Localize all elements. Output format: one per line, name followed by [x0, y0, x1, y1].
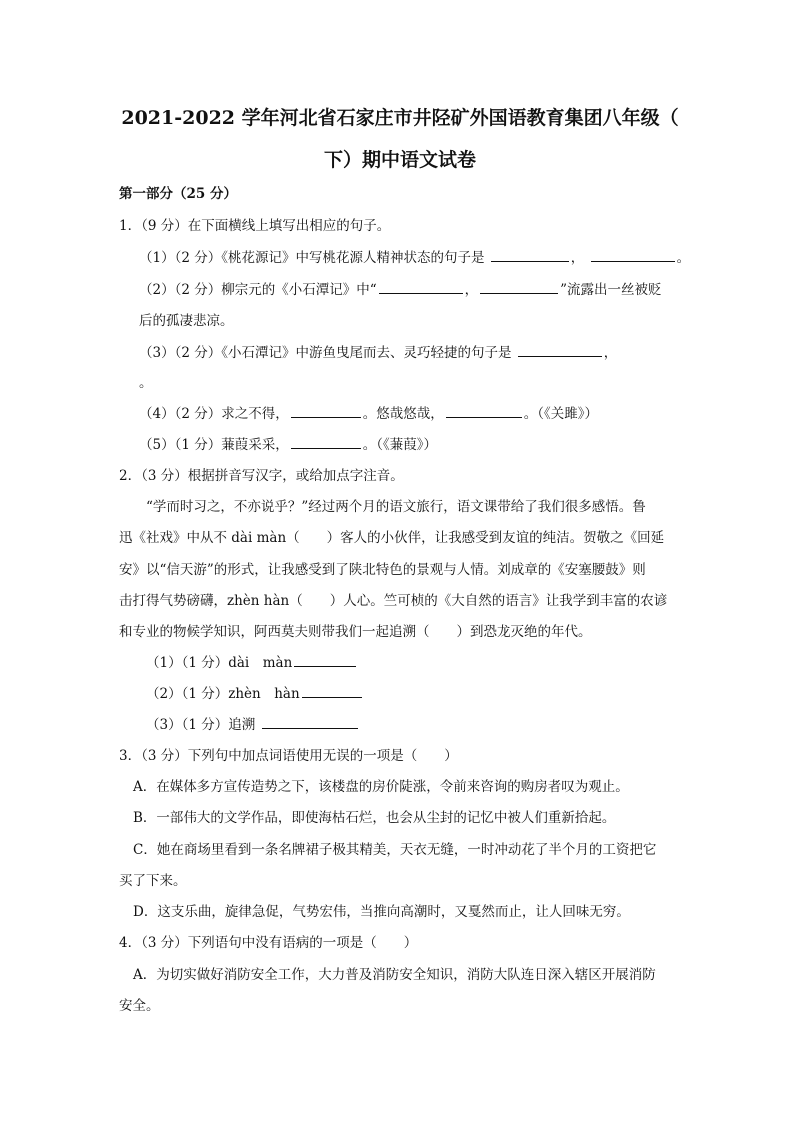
q1-s2-text: （2）（2 分）柳宗元的《小石潭记》中“ — [139, 282, 377, 298]
answer-blank — [262, 716, 358, 729]
q1-s3-text: （3）（2 分）《小石潭记》中游鱼曳尾而去、灵巧轻捷的句子是 — [139, 345, 512, 361]
question-2-passage-line-1: “学而时习之，不亦说乎？”经过两个月的语文旅行，语文课带给了我们很多感悟。鲁 — [146, 499, 646, 515]
question-1-sub-2-continued: 后的孤凄悲凉。 — [139, 313, 234, 329]
question-4-stem: 4．（3 分）下列语句中没有语病的一项是（ ） — [119, 935, 418, 951]
question-2-passage-line-5: 和专业的物候学知识，阿西莫夫则带我们一起追溯（ ）到恐龙灭绝的年代。 — [119, 624, 592, 640]
answer-blank — [291, 436, 361, 449]
q1-s1-comma: ， — [570, 250, 585, 266]
question-1-sub-5 — [139, 435, 437, 455]
q1-s5-text: （5）（1 分）蒹葭采采， — [139, 437, 289, 453]
q1-s1-period: 。 — [676, 250, 691, 266]
answer-blank — [518, 344, 602, 357]
question-3-option-c-continued: 买了下来。 — [119, 873, 187, 889]
q1-s4-text: （4）（2 分）求之不得， — [139, 406, 289, 422]
question-4-option-a: A．为切实做好消防安全工作，大力普及消防安全知识，消防大队连日深入辖区开展消防 — [133, 967, 656, 983]
question-3-option-a: A．在媒体多方宣传造势之下，该楼盘的房价陡涨，令前来咨询的购房者叹为观止。 — [133, 779, 629, 795]
answer-blank — [446, 405, 522, 418]
question-1-sub-4 — [139, 404, 598, 424]
q2-sub2-text: （2）（1 分）zhèn hàn — [146, 686, 300, 702]
answer-blank — [379, 281, 463, 294]
answer-blank — [302, 685, 362, 698]
question-2-sub-2 — [146, 684, 364, 704]
question-1-sub-3-continued: 。 — [139, 375, 153, 391]
question-1-sub-1 — [139, 248, 690, 268]
q1-s4-tail: 。（《关雎》） — [523, 406, 598, 422]
question-3-option-d: D．这支乐曲，旋律急促，气势宏伟，当推向高潮时，又戛然而止，让人回味无穷。 — [133, 904, 630, 920]
answer-blank — [591, 249, 675, 262]
question-4-option-a-continued: 安全。 — [119, 998, 160, 1014]
answer-blank — [291, 405, 361, 418]
exam-title-line-2: 下）期中语文试卷 — [323, 149, 476, 171]
question-3-stem: 3．（3 分）下列句中加点词语使用无误的一项是（ ） — [119, 748, 458, 764]
exam-title-line-1: 2021-2022 学年河北省石家庄市井陉矿外国语教育集团八年级（ — [121, 107, 679, 129]
answer-blank — [491, 249, 569, 262]
q1-s5-tail: 。（《蒹葭》） — [362, 437, 437, 453]
q1-s2-tail: ”流露出一丝被贬 — [560, 282, 662, 298]
question-2-stem: 2．（3 分）根据拼音写汉字，或给加点字注音。 — [119, 468, 404, 484]
q1-s2-comma: ， — [464, 282, 479, 298]
question-1-sub-3 — [139, 343, 617, 363]
q1-s3-comma: ， — [603, 345, 618, 361]
question-2-passage-line-3: 安》以“信天游”的形式，让我感受到了陕北特色的景观与人情。刘成章的《安塞腰鼓》则 — [119, 562, 646, 578]
question-2-passage-line-4: 击打得气势磅礴，zhèn hàn（ ）人心。竺可桢的《大自然的语言》让我学到丰富的农谚 — [119, 593, 668, 609]
question-2-sub-3 — [146, 715, 360, 735]
q1-s1-text: （1）（2 分）《桃花源记》中写桃花源人精神状态的句子是 — [139, 250, 485, 266]
answer-blank — [294, 654, 356, 667]
question-2-sub-1 — [146, 653, 358, 673]
answer-blank — [480, 281, 558, 294]
question-3-option-b: B．一部伟大的文学作品，即使海枯石烂，也会从尘封的记忆中被人们重新拾起。 — [133, 810, 616, 826]
section-heading: 第一部分（25 分） — [119, 186, 237, 202]
q2-sub1-text: （1）（1 分）dài màn — [146, 655, 293, 671]
question-1-sub-2 — [139, 280, 662, 300]
question-2-passage-line-2: 迅《社戏》中从不 dài màn（ ）客人的小伙伴，让我感受到友谊的纯洁。贺敬之《回延 — [119, 530, 665, 546]
q2-sub3-text: （3）（1 分）追溯 — [146, 717, 256, 733]
q1-s4-mid: 。悠哉悠哉， — [362, 406, 444, 422]
question-1-stem: 1．（9 分）在下面横线上填写出相应的句子。 — [119, 218, 391, 234]
question-3-option-c: C．她在商场里看到一条名牌裙子极其精美，天衣无缝，一时冲动花了半个月的工资把它 — [133, 842, 657, 858]
